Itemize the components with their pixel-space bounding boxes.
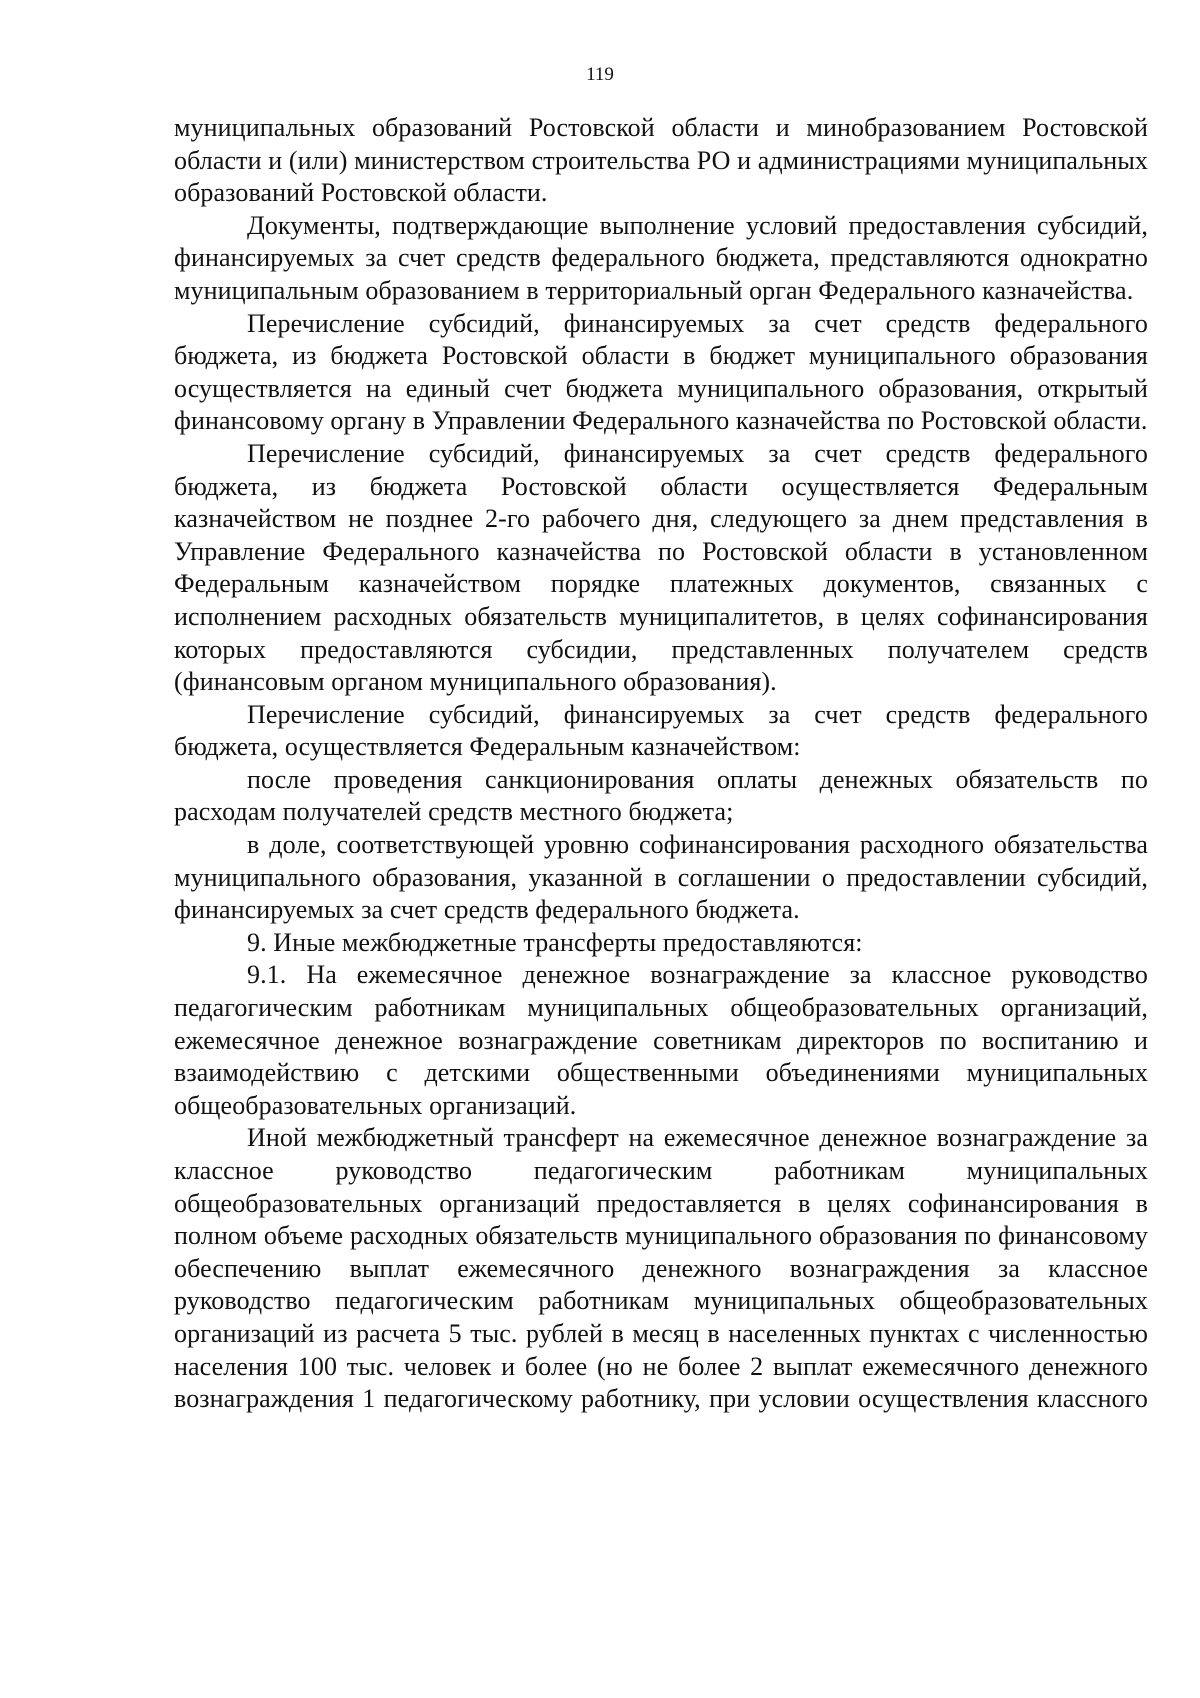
paragraph-transfer-account: Перечисление субсидий, финансируемых за счет средств федерального бюджета, из бюджета Ростовской области в бюджет муниципального образования осуществляется на единый счет бюджета муниципального образования, открытый финансовому органу в Управлении Федерального казначейства по Ростовской области. bbox=[174, 308, 1148, 436]
paragraph-transfer-deadline: Перечисление субсидий, финансируемых за счет средств федерального бюджета, из бюджета Ростовской области осуществляется Федеральным казначейством не позднее 2-го рабочего дня, следующего за днем представления в Управление Федерального казначейства по Ростовской области в установленном Федеральным казначейством порядке платежных документов, связанных с исполнением расходных обязательств муниципалитетов, в целях софинансирования которых предоставляются субсидии, представленных получателем средств (финансовым органом муниципального образования). bbox=[174, 438, 1148, 697]
paragraph-share: в доле, соответствующей уровню софинансирования расходного обязательства муниципального образования, указанной в соглашении о предоставлении субсидий, финансируемых за счет средств федерального бюджета. bbox=[174, 830, 1148, 925]
document-body bbox=[174, 112, 1148, 1416]
section-9-1: 9.1. На ежемесячное денежное вознаграждение за классное руководство педагогическим работникам муниципальных общеобразовательных организаций, ежемесячное денежное вознаграждение советникам директоров по воспитанию и взаимодействию с детскими общественными объединениями муниципальных общеобразовательных организаций. bbox=[174, 960, 1148, 1120]
page-number: 119 bbox=[586, 64, 614, 85]
paragraph-documents: Документы, подтверждающие выполнение условий предоставления субсидий, финансируемых за счет средств федерального бюджета, представляются однократно муниципальным образованием в территориальный орган Федерального казначейства. bbox=[174, 210, 1148, 305]
section-heading-9: 9. Иные межбюджетные трансферты предоставляются: bbox=[247, 927, 863, 957]
paragraph-treasury: Перечисление субсидий, финансируемых за счет средств федерального бюджета, осуществляется Федеральным казначейством: bbox=[174, 699, 1148, 762]
paragraph-transfer-details: Иной межбюджетный трансферт на ежемесячное денежное вознаграждение за классное руководство педагогическим работникам муниципальных общеобразовательных организаций предоставляется в целях софинансирования в полном объеме расходных обязательств муниципального образования по финансовому обеспечению выплат ежемесячного денежного вознаграждения за классное руководство педагогическим работникам муниципальных общеобразовательных организаций из расчета 5 тыс. рублей в месяц в населенных пунктах с численностью населения 100 тыс. человек и более (но не более 2 выплат ежемесячного денежного вознаграждения 1 педагогическому работнику, при условии осуществления классного bbox=[174, 1123, 1148, 1414]
paragraph-after-sanction: после проведения санкционирования оплаты денежных обязательств по расходам получателей средств местного бюджета; bbox=[174, 764, 1148, 827]
paragraph-continuation: муниципальных образований Ростовской области и минобразованием Ростовской области и (или) министерством строительства РО и администрациями муниципальных образований Ростовской области. bbox=[174, 113, 1148, 208]
